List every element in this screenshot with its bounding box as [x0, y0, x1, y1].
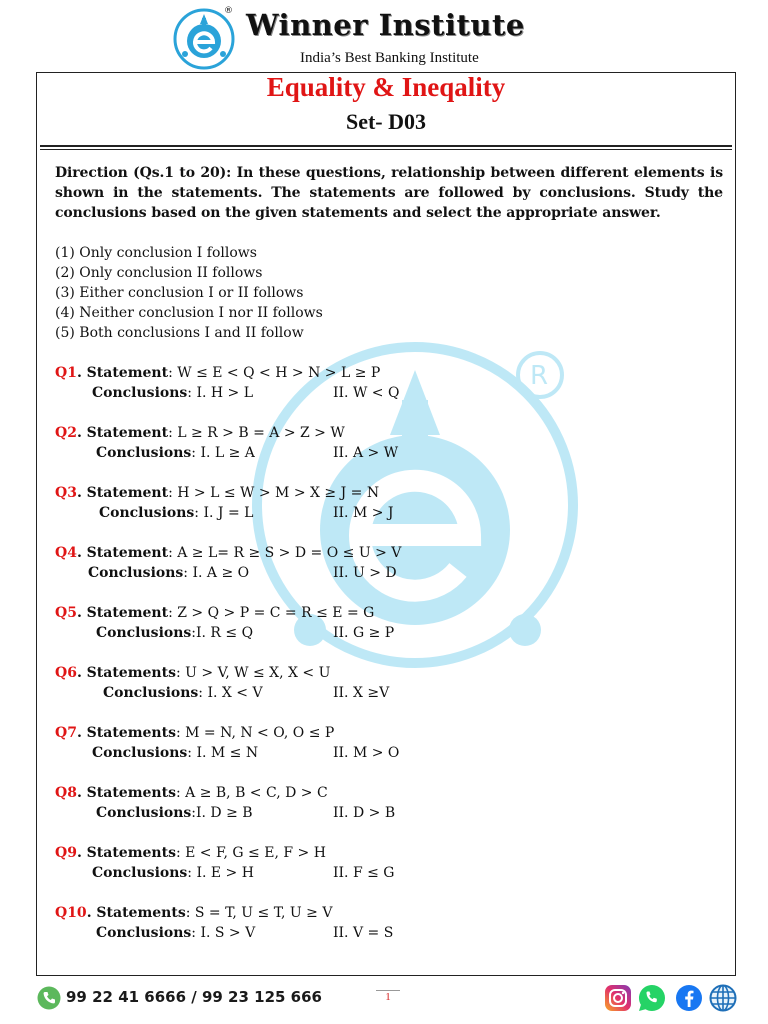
statement-text: : M = N, N < O, O ≤ P [175, 725, 335, 741]
instagram-icon[interactable] [604, 984, 632, 1012]
page-number: 1 [376, 990, 400, 1003]
question-number: Q5 [55, 605, 77, 621]
page-title: Equality & Ineqality [266, 72, 506, 102]
question-number: Q3 [55, 485, 77, 501]
statement-label: . Statements [76, 785, 176, 801]
question-number: Q10 [55, 905, 87, 921]
option-5: (5) Both conclusions I and II follow [55, 325, 304, 341]
question-6 [55, 663, 723, 723]
conclusion-1: : I. M ≤ N [187, 745, 259, 761]
conclusion-1: :I. R ≤ Q [191, 625, 254, 641]
conclusion-2: II. F ≤ G [333, 865, 395, 881]
question-1 [55, 363, 723, 423]
conclusion-1: : I. A ≥ O [183, 565, 250, 581]
conclusions-label: Conclusions [96, 445, 192, 461]
option-4: (4) Neither conclusion I nor II follows [55, 305, 323, 321]
conclusion-2: II. M > J [333, 505, 394, 521]
globe-icon[interactable] [709, 984, 737, 1012]
conclusions-label: Conclusions [88, 565, 184, 581]
question-5 [55, 603, 723, 663]
question-7 [55, 723, 723, 783]
conclusion-2: II. U > D [333, 565, 397, 581]
option-1: (1) Only conclusion I follows [55, 245, 257, 261]
statement-label: . Statement [76, 365, 169, 381]
statement-text: : W ≤ E < Q < H > N > L ≥ P [168, 365, 381, 381]
conclusion-1: :I. D ≥ B [191, 805, 253, 821]
statement-label: . Statement [76, 605, 169, 621]
direction-text: Direction (Qs.1 to 20): In these questions, relationship between different elements is shown in the statements. The statements are followed by conclusions. Study the conclusions based on the given statements and select the appropriate answer. [55, 165, 723, 221]
conclusions-label: Conclusions [92, 385, 188, 401]
statement-text: : L ≥ R > B = A > Z > W [168, 425, 345, 441]
option-2: (2) Only conclusion II follows [55, 265, 263, 281]
conclusions-label: Conclusions [96, 625, 192, 641]
option-3: (3) Either conclusion I or II follows [55, 285, 304, 301]
question-4 [55, 543, 723, 603]
conclusion-1: : I. H > L [187, 385, 254, 401]
answer-options [55, 243, 723, 343]
statement-text: : A ≥ L= R ≥ S > D = O ≤ U > V [168, 545, 402, 561]
conclusion-2: II. W < Q [333, 385, 400, 401]
question-number: Q1 [55, 365, 77, 381]
conclusion-2: II. M > O [333, 745, 400, 761]
conclusion-2: II. A > W [333, 445, 399, 461]
statement-label: . Statement [76, 485, 169, 501]
divider [40, 145, 732, 147]
conclusion-1: : I. X < V [198, 685, 263, 701]
svg-text:R: R [530, 361, 549, 391]
statement-text: : Z > Q > P = C = R ≤ E = G [168, 605, 375, 621]
question-3 [55, 483, 723, 543]
conclusion-2: II. G ≥ P [333, 625, 395, 641]
conclusion-2: II. D > B [333, 805, 396, 821]
logo-icon [173, 8, 235, 70]
statement-text: : S = T, U ≤ T, U ≥ V [185, 905, 333, 921]
question-number: Q2 [55, 425, 77, 441]
question-2 [55, 423, 723, 483]
conclusion-1: : I. J = L [194, 505, 254, 521]
statement-label: . Statements [76, 725, 176, 741]
question-number: Q4 [55, 545, 77, 561]
statement-label: . Statements [76, 845, 176, 861]
question-8 [55, 783, 723, 843]
facebook-icon[interactable] [675, 984, 703, 1012]
worksheet-body [55, 163, 723, 963]
statement-text: : H > L ≤ W > M > X ≥ J = N [168, 485, 380, 501]
statement-label: . Statements [76, 665, 176, 681]
statement-label: . Statement [76, 545, 169, 561]
question-number: Q9 [55, 845, 77, 861]
contact-phone[interactable]: 99 22 41 6666 / 99 23 125 666 [66, 988, 322, 1006]
question-9 [55, 843, 723, 903]
registered-mark: ® [224, 6, 233, 16]
conclusion-2: II. X ≥V [333, 685, 390, 701]
conclusions-label: Conclusions [92, 865, 188, 881]
conclusions-label: Conclusions [103, 685, 199, 701]
statement-text: : U > V, W ≤ X, X < U [175, 665, 331, 681]
phone-icon [37, 986, 61, 1010]
set-label: Set- D03 [345, 109, 427, 134]
brand-name: Winner Institute [246, 8, 525, 42]
statement-text: : E < F, G ≤ E, F > H [175, 845, 326, 861]
whatsapp-icon[interactable] [637, 983, 667, 1013]
question-10 [55, 903, 723, 963]
conclusions-label: Conclusions [92, 745, 188, 761]
tagline: India’s Best Banking Institute [300, 50, 479, 66]
statement-text: : A ≥ B, B < C, D > C [175, 785, 328, 801]
statement-label: . Statement [76, 425, 169, 441]
question-number: Q6 [55, 665, 77, 681]
conclusions-label: Conclusions [99, 505, 195, 521]
conclusion-1: : I. L ≥ A [191, 445, 255, 461]
conclusions-label: Conclusions [96, 805, 192, 821]
question-number: Q8 [55, 785, 77, 801]
conclusions-label: Conclusions [96, 925, 192, 941]
divider [40, 149, 732, 150]
conclusion-2: II. V = S [333, 925, 394, 941]
question-number: Q7 [55, 725, 77, 741]
conclusion-1: : I. S > V [191, 925, 256, 941]
statement-label: . Statements [86, 905, 186, 921]
conclusion-1: : I. E > H [187, 865, 254, 881]
question-list [55, 363, 723, 963]
